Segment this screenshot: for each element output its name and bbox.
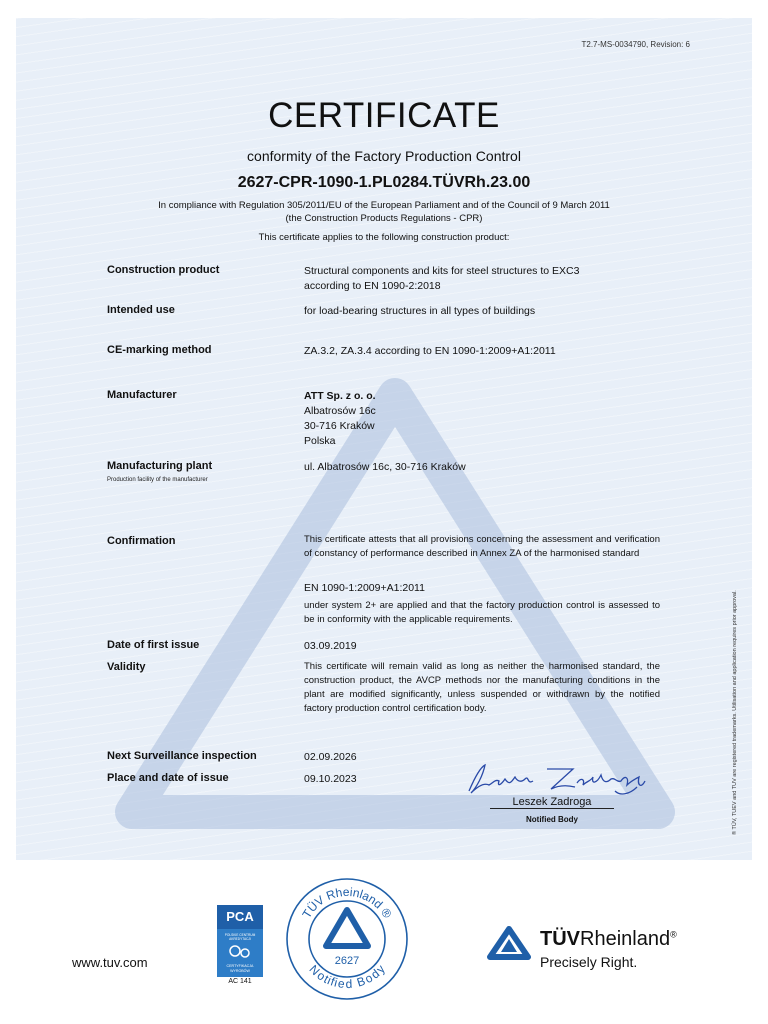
confirmation-label: Confirmation [107,535,176,547]
website-link[interactable]: www.tuv.com [72,955,148,970]
intro-line-2: (the Construction Products Regulations - CPR) [285,213,483,224]
construction-product-value: Structural components and kits for steel structures to EXC3 according to EN 1090-2:2018 [304,265,580,292]
confirmation-text-2: under system 2+ are applied and that the factory production control is assessed to be in conformity with the applicable requirements. [304,600,660,625]
ce-marking-label: CE-marking method [107,344,212,356]
intro-line-3: This certificate applies to the following construction product: [258,232,510,243]
svg-text:CERTYFIKACJA: CERTYFIKACJA [226,964,254,968]
next-surveillance-label: Next Surveillance inspection [107,750,257,762]
tuv-notified-body-seal [284,876,410,1002]
certificate-subtitle: conformity of the Factory Production Control [247,148,521,164]
intended-use-label: Intended use [107,304,175,316]
next-surveillance-value: 02.09.2026 [304,751,357,763]
manufacturer-street: Albatrosów 16c [304,405,376,417]
manufacturer-value [304,389,660,449]
svg-text:2627: 2627 [334,955,360,967]
tuv-triangle-logo-icon [486,925,532,961]
svg-text:AKREDYTACJI: AKREDYTACJI [229,937,251,941]
place-date-value: 09.10.2023 [304,773,357,785]
manufacturing-plant-label: Manufacturing plant [107,460,213,472]
accreditation-number: AC 141 [228,978,252,985]
manufacturer-label: Manufacturer [107,389,177,401]
ce-marking-value: ZA.3.2, ZA.3.4 according to EN 1090-1:2009+A1:2011 [304,345,556,357]
validity-value: This certificate will remain valid as long as neither the harmonised standard, the construction product, the AVCP methods nor the manufacturing conditions in the plant are modified significantly, unless suspended or withdrawn by the notified factory production control certification body. [304,661,660,714]
intro-line-1: In compliance with Regulation 305/2011/EU of the European Parliament and of the Council of 9 March 2011 [158,200,610,211]
svg-text:POLSKIE CENTRUM: POLSKIE CENTRUM [224,933,256,937]
construction-product-label: Construction product [107,264,220,276]
svg-text:PCA: PCA [226,909,254,924]
trademark-note: ® TÜV, TUEV and TUV are registered trademarks. Utilisation and application requires prior approval. [732,590,738,835]
signer-name: Leszek Zadroga [512,796,592,808]
manufacturer-city: 30-716 Kraków [304,420,375,432]
certificate-number: 2627-CPR-1090-1.PL0284.TÜVRh.23.00 [237,174,531,191]
confirmation-text: This certificate attests that all provisions concerning the assessment and verification of constancy of performance described in Annex ZA of the harmonised standard [304,534,660,559]
confirmation-standard: EN 1090-1:2009+A1:2011 [304,582,425,594]
certificate-title: CERTIFICATE [268,96,500,135]
svg-text:TÜV Rheinland ®: TÜV Rheinland ® [299,884,395,921]
intended-use-value: for load-bearing structures in all types of buildings [304,305,536,317]
first-issue-label: Date of first issue [107,639,200,651]
validity-label: Validity [107,661,146,673]
signer-role: Notified Body [526,815,578,824]
manufacturer-name: ATT Sp. z o. o. [304,390,376,402]
manufacturing-plant-value: ul. Albatrosów 16c, 30-716 Kraków [304,461,466,473]
signature-line [490,808,614,809]
first-issue-value: 03.09.2019 [304,640,357,652]
place-date-label: Place and date of issue [107,772,229,784]
tuv-rheinland-brand: TÜVRheinland® [540,928,677,950]
manufacturer-country: Polska [304,435,336,447]
pca-accreditation-logo [217,905,263,977]
svg-text:WYROBÓW: WYROBÓW [230,969,250,973]
manufacturing-plant-sublabel: Production facility of the manufacturer [107,477,208,483]
brand-tagline: Precisely Right. [540,954,638,970]
svg-text:Notified Body: Notified Body [306,962,388,992]
document-reference: T2.7-MS-0034790, Revision: 6 [581,40,690,49]
